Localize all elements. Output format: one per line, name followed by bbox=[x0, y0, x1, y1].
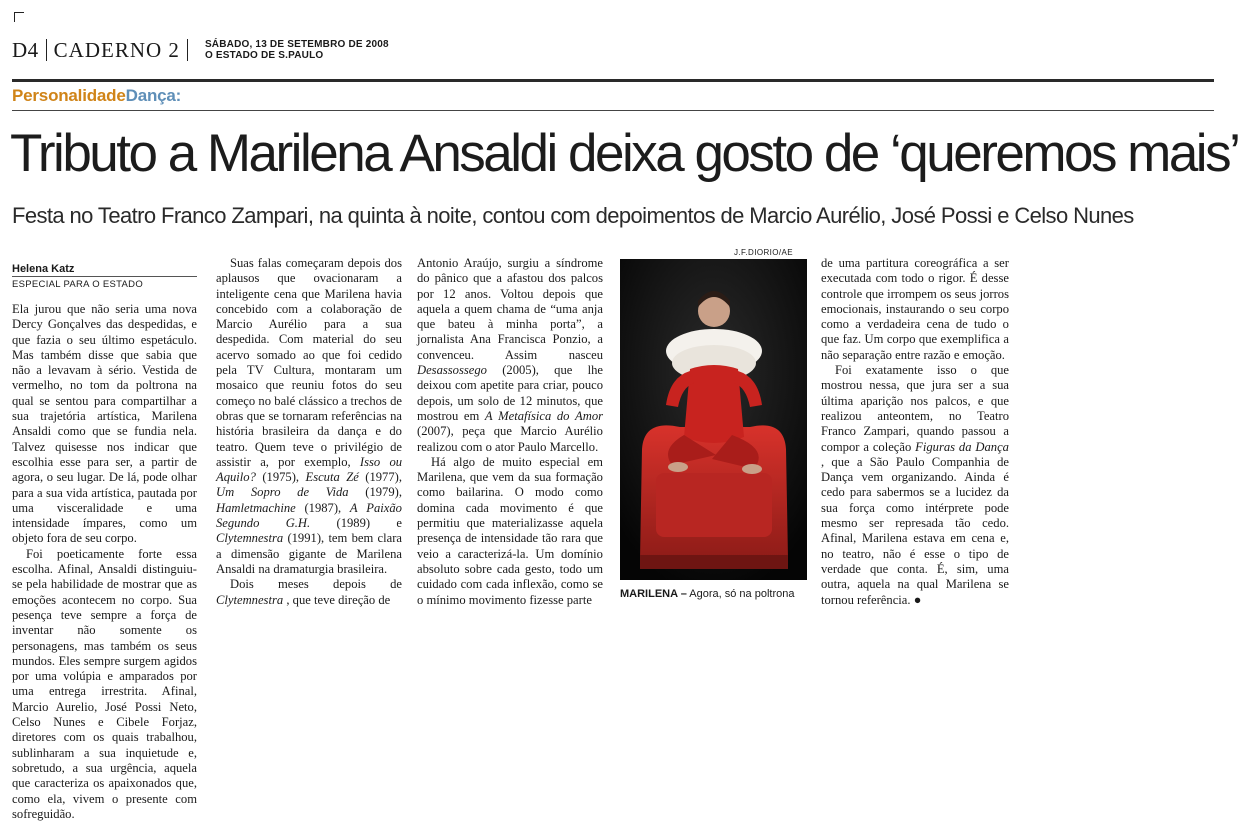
folio-divider bbox=[187, 39, 188, 61]
kicker bbox=[12, 86, 181, 106]
page-number: D4 bbox=[12, 37, 39, 62]
kicker-part2: Dança: bbox=[125, 86, 182, 105]
byline-role: ESPECIAL PARA O ESTADO bbox=[12, 279, 144, 290]
headline: Tributo a Marilena Ansaldi deixa gosto de ‘queremos mais’ bbox=[10, 124, 1238, 183]
article-photo bbox=[620, 259, 807, 580]
caption-name: MARILENA – bbox=[620, 588, 687, 600]
paragraph: de uma partitura coreográfica a ser executada com todo o rigor. É desse controle que irrompem os seus jorros emocionais, instaurando o seu corpo como a verdadeira cena de tudo o que faz. Um corpo que exemplifica a não separação entre razão e emoção. bbox=[821, 256, 1009, 362]
kicker-rule bbox=[12, 110, 1214, 111]
photo-credit: J.F.DIORIO/AE bbox=[734, 248, 793, 257]
section-name: CADERNO 2 bbox=[53, 37, 180, 62]
paragraph: Foi poeticamente forte essa escolha. Afinal, Ansaldi distinguiu-se pela habilidade de mostrar que as emoções acontecem no corpo. Sua pesença teve sempre a força de inventar não somente os personagens, mas também os seus mundos. Eles sempre surgem agidos por uma volúpia e amparados por uma entrega irrestrita. Afinal, Marcio Aurelio, José Possi Neto, Celso Nunes e Cibele Forjaz, diretores com os quais trabalhou, sublinharam a sua inquietude e, sobretudo, a sua urgência, aquela que caracteriza os apaixonados que, como ela, vivem o presente com sofreguidão. bbox=[12, 546, 197, 821]
paragraph: Suas falas começaram depois dos aplausos que ovacionaram a inteligente cena que Marilena havia concebido com a colaboração de Marcio Aurélio para a sua despedida. Com material do seu acervo somado ao que foi cedido pela TV Cultura, montaram um mosaico que reuniu fotos do seu começo no balé clássico a trechos de obras que se tornaram referências na história brasileira da dança e do teatro. Quem teve o privilégio de assistir a, por exemplo, Isso ou Aquilo? (1975), Escuta Zé (1977), Um Sopro de Vida (1979), Hamletmachine (1987), A Paixão Segundo G.H. (1989) e Clytemnestra (1991), tem bem clara a dimensão gigante de Marilena Ansaldi na dramaturgia brasileira. bbox=[216, 256, 403, 576]
column-1 bbox=[12, 302, 197, 821]
crop-mark bbox=[14, 12, 24, 22]
folio-divider bbox=[46, 39, 47, 61]
folio-meta bbox=[205, 39, 389, 61]
top-rule bbox=[12, 79, 1214, 82]
paragraph: Dois meses depois de Clytemnestra , que teve direção de bbox=[216, 577, 403, 607]
dancer-in-armchair-illustration bbox=[620, 259, 807, 580]
kicker-part1: Personalidade bbox=[12, 86, 126, 105]
newspaper-name: O ESTADO DE S.PAULO bbox=[204, 50, 324, 61]
paragraph: Foi exatamente isso o que mostrou nessa, que jura ser a sua última aparição nos palcos, e que realizou anteontem, no Teatro Franco Zampari, quando passou a compor a coleção Figuras da Dança , que a São Paulo Companhia de Dança vem organizando. Ainda é cedo para sabermos se a lucidez da sua força como intérprete pode mesmo ser represada tão cedo. Afinal, Marilena estava em cena e, no teatro, não é esse o tipo de verdade que conta. É, sim, uma outra, aquela na qual Marilena se tornou referência. ● bbox=[821, 363, 1010, 607]
caption-text: Agora, só na poltrona bbox=[686, 588, 795, 600]
page-folio bbox=[12, 36, 389, 64]
deck: Festa no Teatro Franco Zampari, na quinta à noite, contou com depoimentos de Marcio Aurélio, José Possi e Celso Nunes bbox=[12, 203, 1134, 228]
paragraph: Ela jurou que não seria uma nova Dercy Gonçalves das despedidas, e que fazia o seu último espetáculo. Mas também disse que sabia que não a levavam à sério. Vestida de vermelho, no tom da poltrona na qual se sentou para compartilhar a sua trajetória artística, Marilena Ansaldi como que se fundia nela. Talvez quisesse nos indicar que escolhia esse para ser, a partir de agora, o seu lugar. De lá, pode olhar para a sua vida artística, pautada por uma visceralidade e uma intensidade ímpares, como um objeto fora de seu corpo. bbox=[12, 302, 197, 546]
paragraph: Há algo de muito especial em Marilena, que vem da sua formação como bailarina. O modo como domina cada movimento é que permitiu que materializasse aquela presença de intensidade tão rara que veio a caracterizá-la. Um domínio absoluto sobre cada gesto, todo um cuidado com cada inflexão, como se o mínimo movimento fizesse parte bbox=[417, 454, 604, 607]
byline-name: Helena Katz bbox=[12, 263, 75, 275]
column-6 bbox=[1027, 256, 1215, 608]
paragraph: Antonio Araújo, surgiu a síndrome do pânico que a afastou dos palcos por 12 anos. Voltou depois que aquela a quem chama de “uma anja que bateu à minha porta”, a jornalista Ana Francisca Ponzio, a convenceu. Assim nasceu Desassossego (2005), que lhe deixou com apetite para criar, pouco depois, um solo de 12 minutos, que mostrou em A Metafísica do Amor (2007), peça que Marcio Aurélio realizou com o ator Paulo Marcello. bbox=[417, 256, 604, 454]
column-3 bbox=[417, 256, 603, 608]
issue-date: SÁBADO, 13 DE SETEMBRO DE 2008 bbox=[204, 39, 389, 50]
byline-rule bbox=[12, 276, 197, 277]
column-5 bbox=[821, 256, 1009, 608]
column-2 bbox=[216, 256, 402, 608]
photo-caption bbox=[620, 588, 794, 600]
